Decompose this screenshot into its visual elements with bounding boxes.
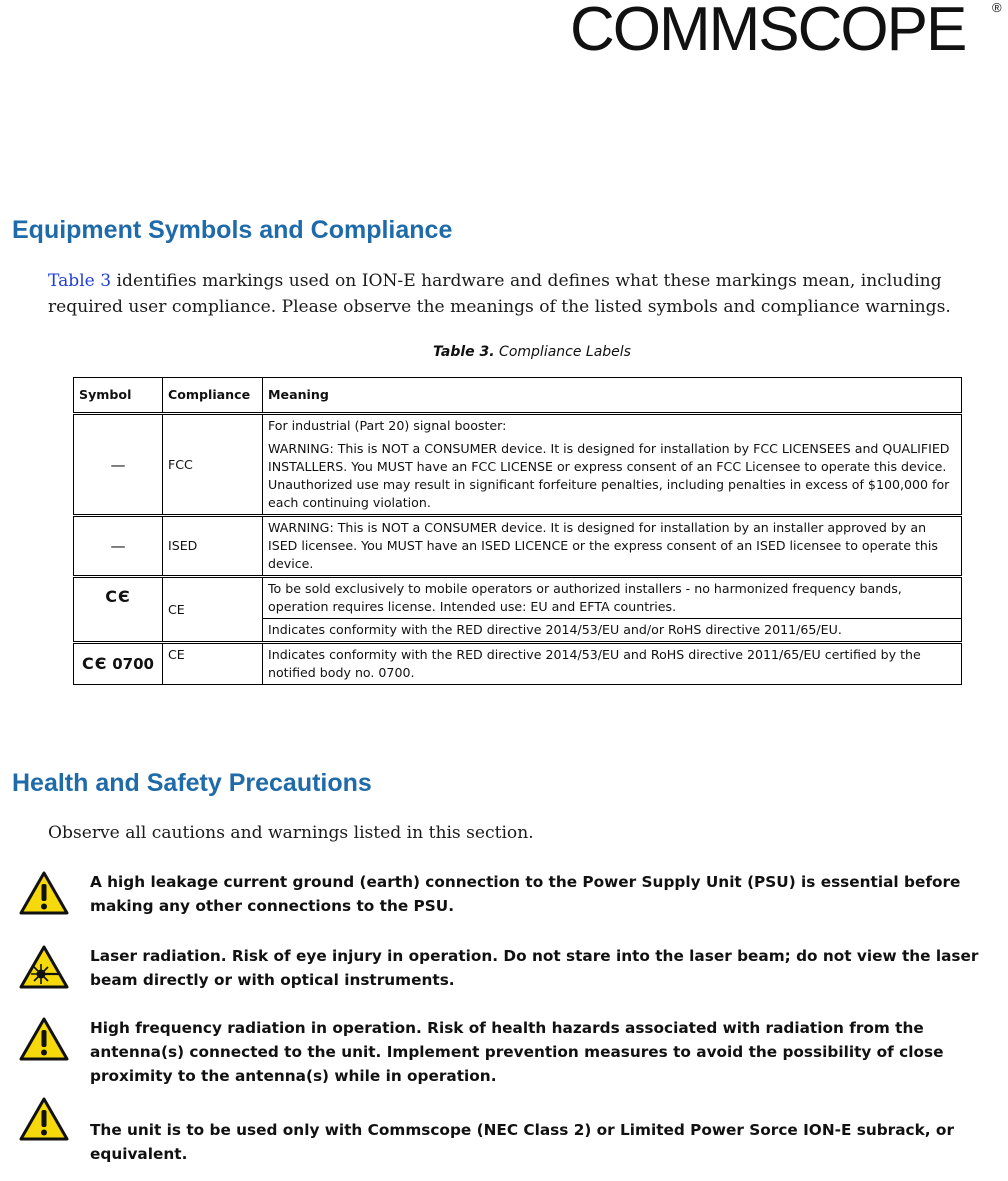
meaning-cell xyxy=(263,516,962,577)
ce-mark-icon: CЄ xyxy=(81,654,108,673)
laser-warning-icon xyxy=(18,944,70,990)
meaning-cell xyxy=(263,643,962,685)
warning-icon xyxy=(18,1016,70,1062)
section-heading-equipment: Equipment Symbols and Compliance xyxy=(12,216,453,244)
meaning-line: WARNING: This is NOT a CONSUMER device. It is designed for installation by FCC LICENSEES and QUALIFIED INSTALLERS. You MUST have an FCC LICENSE or express consent of an FCC Licensee to operate this device. Unauthorized use may result in significant forfeiture penalties, including penalties in excess of $100,000 for each continuing violation. xyxy=(268,441,950,510)
precaution-text: A high leakage current ground (earth) connection to the Power Supply Unit (PSU) is essential before making any other connections to the PSU. xyxy=(90,873,961,915)
caption-label: Table 3. xyxy=(433,344,495,360)
warning-icon xyxy=(18,1096,70,1142)
symbol-cell xyxy=(74,643,163,685)
intro-paragraph xyxy=(48,268,993,320)
compliance-table xyxy=(73,377,962,685)
table-3-link[interactable]: Table 3 xyxy=(48,271,112,291)
observe-paragraph: Observe all cautions and warnings listed in this section. xyxy=(48,823,534,843)
warning-icon xyxy=(18,870,70,916)
caption-text: Compliance Labels xyxy=(494,344,631,360)
header-compliance: Compliance xyxy=(163,378,263,414)
logo-wordmark: COMMSCOPE xyxy=(570,0,966,64)
precaution-text: The unit is to be used only with Commscope (NEC Class 2) or Limited Power Sorce ION-E subrack, or equivalent. xyxy=(90,1121,954,1163)
symbol-cell xyxy=(74,577,163,643)
ce-mark-icon: CЄ xyxy=(105,587,131,606)
compliance-cell: CE xyxy=(163,643,263,685)
table-row-ised xyxy=(74,516,962,577)
table-caption xyxy=(28,344,1008,360)
symbol-cell: — xyxy=(74,516,163,577)
table-row-ce0700 xyxy=(74,643,962,685)
symbol-cell: — xyxy=(74,414,163,516)
header-meaning: Meaning xyxy=(263,378,962,414)
commscope-logo xyxy=(570,0,1008,70)
notified-body-number: 0700 xyxy=(112,655,154,673)
meaning-cell xyxy=(263,577,962,619)
compliance-cell: FCC xyxy=(163,414,263,516)
meaning-cell xyxy=(263,414,962,516)
table-row-ce xyxy=(74,577,962,619)
table-header-row xyxy=(74,378,962,414)
section-heading-health: Health and Safety Precautions xyxy=(12,769,372,797)
compliance-cell: ISED xyxy=(163,516,263,577)
header-symbol: Symbol xyxy=(74,378,163,414)
meaning-cell xyxy=(263,619,962,643)
table-row-fcc xyxy=(74,414,962,516)
precaution-text: High frequency radiation in operation. Risk of health hazards associated with radiation from the antenna(s) connected to the unit. Implement prevention measures to avoid the possibility of close proximity to the antenna(s) while in operation. xyxy=(90,1019,944,1085)
precaution-text: Laser radiation. Risk of eye injury in operation. Do not stare into the laser beam; do not view the laser beam directly or with optical instruments. xyxy=(90,947,979,989)
meaning-line: For industrial (Part 20) signal booster: xyxy=(268,418,507,433)
meaning-line: To be sold exclusively to mobile operators or authorized installers - no harmonized frequency bands, operation requires license. Intended use: EU and EFTA countries. xyxy=(268,581,902,614)
compliance-cell: CE xyxy=(163,577,263,643)
logo-registered-mark: ® xyxy=(992,0,1002,15)
meaning-line: Indicates conformity with the RED directive 2014/53/EU and/or RoHS directive 2011/65/EU. xyxy=(268,622,842,637)
intro-text: identifies markings used on ION-E hardware and defines what these markings mean, including required user compliance. Please observe the meanings of the listed symbols and compliance warnings. xyxy=(48,271,951,317)
meaning-line: Indicates conformity with the RED directive 2014/53/EU and RoHS directive 2011/65/EU certified by the notified body no. 0700. xyxy=(268,647,921,680)
meaning-line: WARNING: This is NOT a CONSUMER device. It is designed for installation by an installer approved by an ISED licensee. You MUST have an ISED LICENCE or the express consent of an ISED licensee to operate this device. xyxy=(268,520,938,571)
